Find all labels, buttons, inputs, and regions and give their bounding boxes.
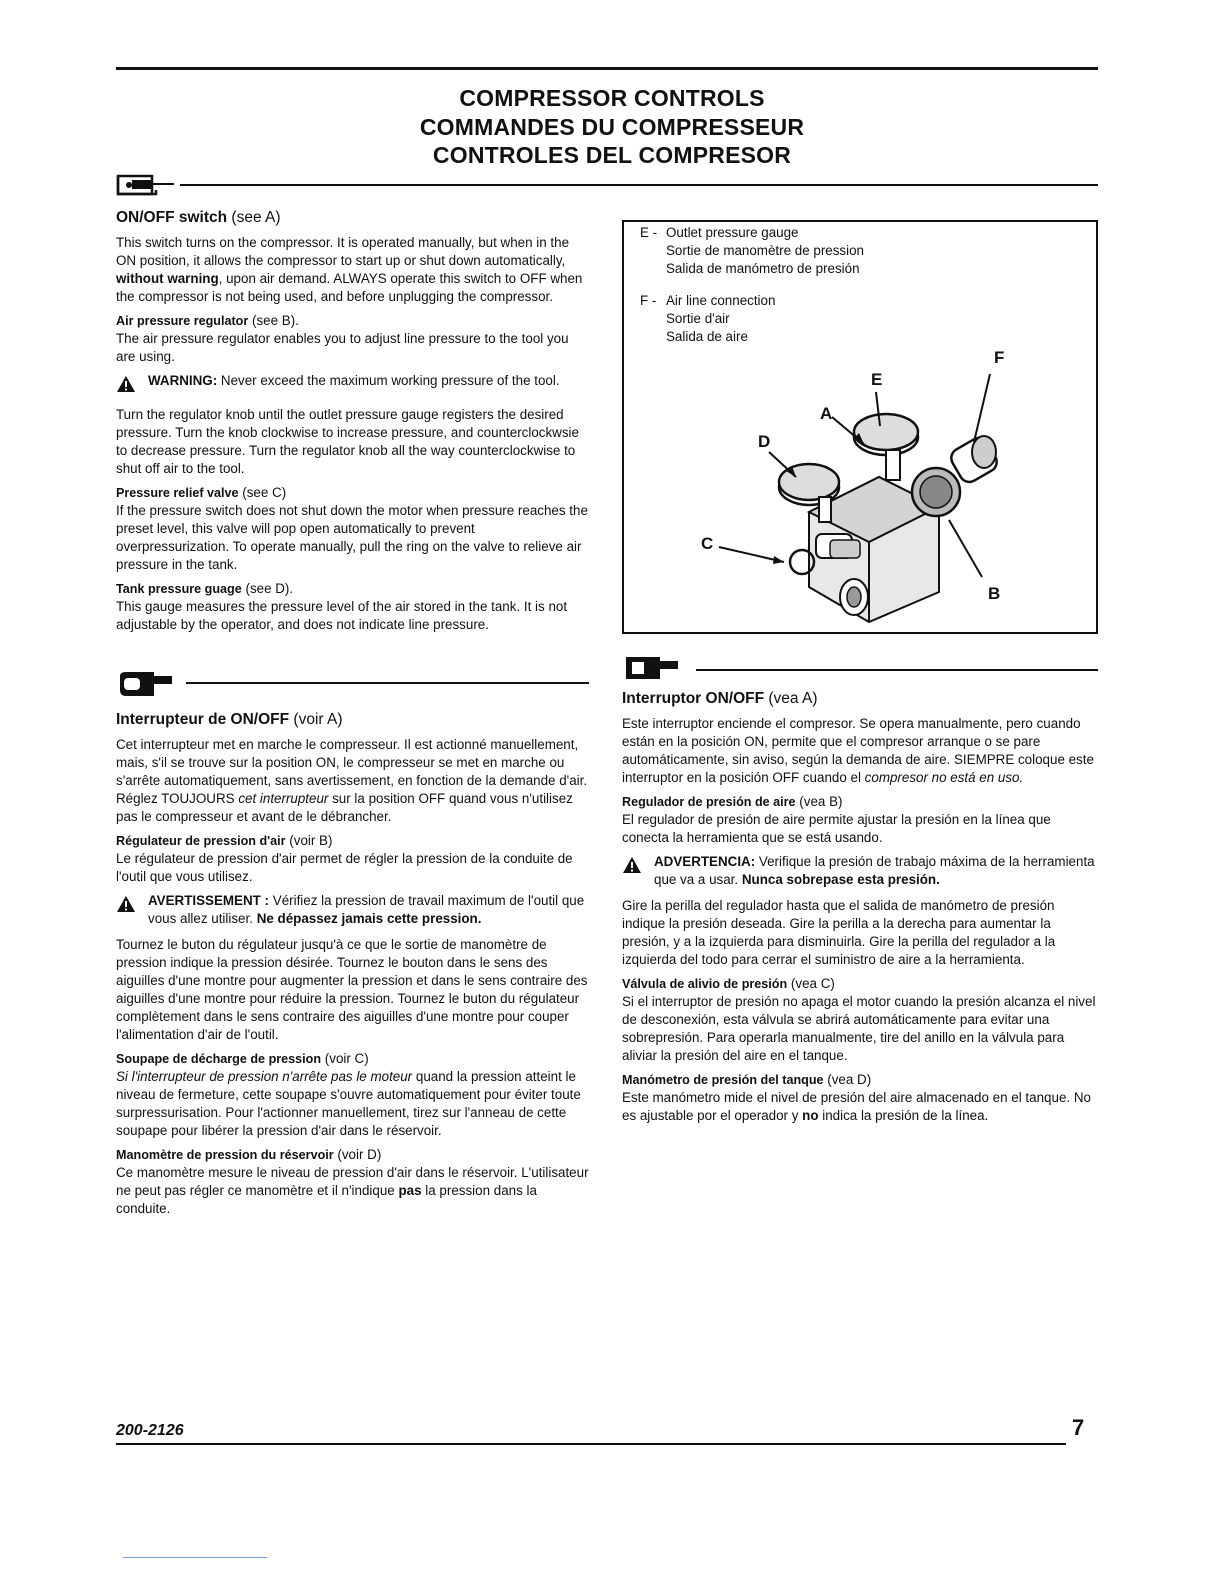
label-a: A (820, 404, 833, 423)
tank-heading-en: Tank pressure guage (see D). (116, 581, 294, 596)
tank-text-fr: Ce manomètre mesure le niveau de pression d'air dans le réservoir. L'utilisateur ne peut pas régler ce manomètre et il n'indique pas la pression dans la conduite. (116, 1165, 589, 1216)
label-e: E (871, 370, 883, 389)
tank-text-en: This gauge measures the pressure level of the air stored in the tank. It is not adjustable by the operator, and does not indicate line pressure. (116, 599, 568, 632)
relief-text-fr: Si l'interrupteur de pression n'arrête pas le moteur quand la pression atteint le niveau de fermeture, cette soupape s'ouvre automatiquement pour éviter toute surpressurisation. Pour l'actionner manuellement, tirez sur l'anneau de cette soupape pour libérer la pression d'air dans le réservoir. (116, 1069, 581, 1138)
legend-item-f: F - Air line connection Sortie d'air Salida de aire (640, 293, 776, 344)
title-en: COMPRESSOR CONTROLS (459, 85, 765, 111)
english-section (116, 208, 590, 640)
warning-icon (116, 892, 148, 928)
label-f: F (994, 348, 1005, 367)
regulator-heading-en: Air pressure regulator (see B). (116, 313, 299, 328)
relief-heading-es: Válvula de alivio de presión (vea C) (622, 976, 835, 991)
relief-heading-fr: Soupape de décharge de pression (voir C) (116, 1051, 369, 1066)
spanish-rule (696, 669, 1098, 671)
onoff-heading-fr: Interrupteur de ON/OFF (voir A) (116, 711, 343, 728)
warning-icon (622, 853, 654, 889)
onoff-text-es: Este interruptor enciende el compresor. Se opera manualmente, pero cuando están en la posición ON, permite que el compresor arranque o se pare automáticamente, sin aviso, según la demanda de aire. SIEMPRE coloque este interruptor en la posición OFF cuando el compresor no está en uso. (622, 716, 1094, 785)
relief-text-es: Si el interruptor de presión no apaga el motor cuando la presión alcanza el nivel de desconexión, esta válvula se abrirá automáticamente para evitar una sobrepresión. Para operarla manualmente, tire del anillo en la válvula para aliviar la presión del aire en el tanque. (622, 994, 1096, 1063)
spanish-flag-icon (624, 655, 680, 686)
footer-rule (116, 1443, 1066, 1445)
english-flag-icon (116, 174, 176, 201)
french-section (116, 710, 590, 1224)
label-b: B (988, 584, 1001, 603)
doc-number: 200-2126 (116, 1422, 184, 1439)
onoff-text-en: This switch turns on the compressor. It is operated manually, but when in the ON position, it allows the compressor to start up or shut down automatically, without warning, upon air demand. ALWAYS operate this switch to OFF when the compressor is not being used, and before unplugging the compressor. (116, 235, 583, 304)
regulator-text-es: El regulador de presión de aire permite ajustar la presión en la línea que conecta la herramienta que se está usando. (622, 812, 1051, 845)
tank-heading-fr: Manomètre de pression du réservoir (voir D) (116, 1147, 382, 1162)
warning-es: ADVERTENCIA: Verifique la presión de trabajo máxima de la herramienta que va a usar. Nunca sobrepase esta presión. (622, 853, 1098, 889)
regulator-heading-es: Regulador de presión de aire (vea B) (622, 794, 843, 809)
tank-heading-es: Manómetro de presión del tanque (vea D) (622, 1072, 872, 1087)
regulator-text-en: The air pressure regulator enables you to adjust line pressure to the tool you are using. (116, 331, 569, 364)
regulator-text2-en: Turn the regulator knob until the outlet pressure gauge registers the desired pressure. Turn the knob clockwise to increase pressure, and counterclockwsie to decrease pressure. Turn the regulator knob all the way counterclockwise to shut off air to the tool. (116, 407, 579, 476)
title-es: CONTROLES DEL COMPRESOR (432, 142, 792, 168)
warning-fr: AVERTISSEMENT : Vérifiez la pression de travail maximum de l'outil que vous allez utiliser. Ne dépassez jamais cette pression. (116, 892, 590, 928)
regulator-text-fr: Le régulateur de pression d'air permet de régler la pression de la conduite de l'outil que vous utilisez. (116, 851, 573, 884)
regulator-heading-fr: Régulateur de pression d'air (voir B) (116, 833, 333, 848)
top-rule (116, 67, 1098, 70)
compressor-figure (622, 220, 1098, 634)
regulator-text2-es: Gire la perilla del regulador hasta que el salida de manómetro de presión indique la presión deseada. Gire la perilla a la derecha para aumentar la presión, y a la izquierda para disminuirla. Gire la perilla del regulador a la izquierda del todo para cerrar el suministro de aire a la herramienta. (622, 898, 1056, 967)
regulator-text2-fr: Tournez le buton du régulateur jusqu'à ce que le sortie de manomètre de pression indique la pression désirée. Tournez le bouton dans le sens des aiguilles d'une montre pour augmenter la pression et dans le sens contraire des aiguilles d'une montre pour réduire la pression. Tournez le buton du régulateur complètement dans le sens contraire des aiguilles d'une montre pour couper l'alimentation d'air de l'outil. (116, 937, 588, 1042)
title-fr: COMMANDES DU COMPRESSEUR (419, 114, 805, 140)
onoff-text-fr: Cet interrupteur met en marche le compresseur. Il est actionné manuellement, mais, s'il se trouve sur la position ON, le compresseur se met en marche ou s'arrête automatiquement, sans avertissement, en fonction de la demande d'air. Réglez TOUJOURS cet interrupteur sur la position OFF quand vous n'utilisez pas le compresseur et avant de le débrancher. (116, 737, 588, 824)
page-number: 7 (1072, 1415, 1085, 1440)
onoff-heading-es: Interruptor ON/OFF (vea A) (622, 690, 818, 707)
relief-heading-en: Pressure relief valve (see C) (116, 485, 287, 500)
tank-text-es: Este manómetro mide el nivel de presión del aire almacenado en el tanque. No es ajustable por el operador y no indica la presión de la línea. (622, 1090, 1091, 1123)
label-d: D (758, 432, 771, 451)
relief-text-en: If the pressure switch does not shut down the motor when pressure reaches the preset level, this valve will pop open automatically to prevent overpressurization. To operate manually, pull the ring on the valve to relieve air pressure in the tank. (116, 503, 588, 572)
onoff-heading-en: ON/OFF switch (see A) (116, 209, 281, 226)
warning-icon (116, 372, 148, 398)
scan-artifact-line (123, 1557, 267, 1558)
french-rule (186, 682, 589, 684)
label-c: C (701, 534, 714, 553)
legend-item-e: E - Outlet pressure gauge Sortie de manomètre de pression Salida de manómetro de presión (640, 225, 864, 276)
spanish-section (622, 689, 1098, 1131)
english-rule (180, 184, 1098, 186)
warning-en: WARNING: Never exceed the maximum working pressure of the tool. (116, 372, 590, 398)
french-flag-icon (118, 670, 174, 703)
compressor-illustration (624, 222, 1096, 632)
